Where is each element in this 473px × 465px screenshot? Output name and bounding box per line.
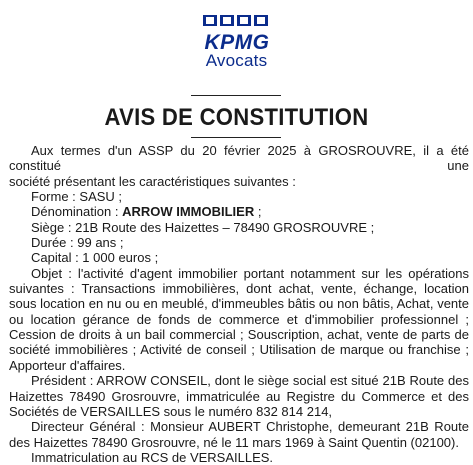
intro-line-2: société présentant les caractéristiques suivantes : bbox=[9, 173, 296, 189]
notice-body bbox=[9, 143, 469, 465]
immatriculation-line: Immatriculation au RCS de VERSAILLES. bbox=[31, 449, 274, 465]
title-rule-top bbox=[191, 95, 281, 96]
kpmg-logo bbox=[0, 13, 473, 71]
duree-line: Durée : 99 ans ; bbox=[31, 235, 124, 251]
objet-paragraph: Objet : l'activité d'agent immobilier portant notamment sur les opérations suivantes : Transactions immobilières, dont achat, vente, échange, location sous location en nu ou en meublé, d'immeubles bâtis ou non bâtis, Achat, vente ou location gérance de fonds de commerce et d'immobilier professionnel ; Cession de droits à un bail commercial ; Souscription, achat, vente de parts de société immobilières ; Activité de conseil ; Utilisation de marque ou franchise ; Apporteur d'affaires. bbox=[9, 265, 469, 373]
kpmg-logo-icon bbox=[198, 13, 276, 53]
title-rule-bottom bbox=[191, 137, 281, 138]
forme-line: Forme : SASU ; bbox=[31, 189, 123, 205]
denomination-line bbox=[9, 204, 469, 219]
siege-line: Siège : 21B Route des Haizettes – 78490 GROSROUVRE ; bbox=[31, 219, 375, 235]
president-paragraph: Président : ARROW CONSEIL, dont le siège social est situé 21B Route des Haizettes 78490 Grosrouvre, immatriculée au Registre du Commerce et des Sociétés de VERSAILLES sous le numéro 832 814 214, bbox=[9, 373, 469, 419]
logo-subtitle: Avocats bbox=[205, 51, 268, 70]
denomination-label: Dénomination : bbox=[31, 204, 123, 220]
svg-text:KPMG: KPMG bbox=[204, 31, 269, 53]
intro-line-1: Aux termes d'un ASSP du 20 février 2025 à GROSROUVRE, il a été constitué une bbox=[9, 143, 469, 174]
capital-line: Capital : 1 000 euros ; bbox=[31, 250, 159, 266]
denomination-end: ; bbox=[254, 204, 262, 220]
page-title: AVIS DE CONSTITUTION bbox=[104, 104, 369, 131]
denomination-value: ARROW IMMOBILIER bbox=[122, 204, 255, 220]
directeur-paragraph: Directeur Général : Monsieur AUBERT Christophe, demeurant 21B Route des Haizettes 78490 Grosrouvre, né le 11 mars 1969 à Saint Quentin (02100). bbox=[9, 419, 469, 450]
